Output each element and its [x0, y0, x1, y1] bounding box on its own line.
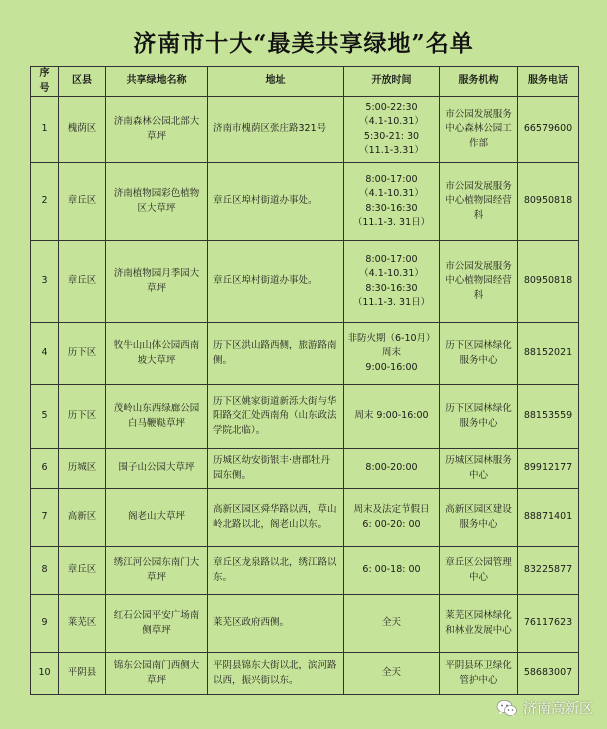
row-agency: 历下区园林绿化服务中心: [440, 323, 518, 385]
row-name: 绣江河公园东南门大草坪: [106, 547, 208, 595]
row-name: 济南植物园彩色植物区大草坪: [106, 163, 208, 241]
row-name: 济南植物园月季园大草坪: [106, 241, 208, 323]
row-name: 红石公园平安广场南侧草坪: [106, 595, 208, 653]
watermark-text: 济南高新区: [523, 701, 593, 717]
header-no: 序号: [31, 67, 59, 97]
row-agency: 莱芜区园林绿化和林业发展中心: [440, 595, 518, 653]
row-no: 9: [31, 595, 59, 653]
row-hours: 全天: [344, 595, 440, 653]
row-hours: 非防火期（6-10月）周末 9:00-16:00: [344, 323, 440, 385]
header-district: 区县: [59, 67, 106, 97]
row-address: 历下区洪山路西侧，旅游路南侧。: [208, 323, 344, 385]
header-hours: 开放时间: [344, 67, 440, 97]
table-row: [31, 595, 579, 653]
row-address: 章丘区埠村街道办事处。: [208, 241, 344, 323]
table-row: [31, 241, 579, 323]
row-no: 1: [31, 97, 59, 163]
row-district: 历城区: [59, 449, 106, 489]
watermark: [496, 697, 593, 719]
table-row: [31, 547, 579, 595]
table-row: [31, 163, 579, 241]
row-district: 平阴县: [59, 653, 106, 695]
row-phone: 66579600: [518, 97, 579, 163]
table-row: [31, 653, 579, 695]
row-address: 莱芜区政府西侧。: [208, 595, 344, 653]
wechat-icon: [496, 699, 518, 717]
row-hours: 全天: [344, 653, 440, 695]
row-no: 4: [31, 323, 59, 385]
row-address: 章丘区埠村街道办事处。: [208, 163, 344, 241]
row-no: 3: [31, 241, 59, 323]
row-name: 阁老山大草坪: [106, 489, 208, 547]
table-row: [31, 385, 579, 449]
row-no: 7: [31, 489, 59, 547]
row-agency: 历下区园林绿化服务中心: [440, 385, 518, 449]
row-hours: 周末 9:00-16:00: [344, 385, 440, 449]
row-hours: 8:00-17:00 （4.1-10.31） 8:30-16:30 （11.1-3. 31日）: [344, 241, 440, 323]
header-phone: 服务电话: [518, 67, 579, 97]
row-hours: 6: 00-18: 00: [344, 547, 440, 595]
row-hours: 8:00-20:00: [344, 449, 440, 489]
table-row: [31, 449, 579, 489]
header-agency: 服务机构: [440, 67, 518, 97]
row-district: 历下区: [59, 385, 106, 449]
row-address: 历城区幼安街银丰·唐郡牡丹园东侧。: [208, 449, 344, 489]
row-agency: 章丘区公园管理中心: [440, 547, 518, 595]
row-no: 8: [31, 547, 59, 595]
row-name: 锦东公园南门西侧大草坪: [106, 653, 208, 695]
row-no: 6: [31, 449, 59, 489]
table-header-row: [31, 67, 579, 97]
row-district: 章丘区: [59, 163, 106, 241]
row-phone: 58683007: [518, 653, 579, 695]
row-no: 5: [31, 385, 59, 449]
row-phone: 88152021: [518, 323, 579, 385]
row-district: 章丘区: [59, 547, 106, 595]
table-row: [31, 97, 579, 163]
row-agency: 市公园发展服务中心植物园经营科: [440, 241, 518, 323]
green-space-table: [30, 66, 579, 695]
row-agency: 历城区园林服务中心: [440, 449, 518, 489]
row-phone: 76117623: [518, 595, 579, 653]
row-district: 高新区: [59, 489, 106, 547]
row-name: 茂岭山东西绿廊公园白马鞭鞑草坪: [106, 385, 208, 449]
table-row: [31, 323, 579, 385]
row-district: 槐荫区: [59, 97, 106, 163]
row-district: 历下区: [59, 323, 106, 385]
row-agency: 市公园发展服务中心森林公园工作部: [440, 97, 518, 163]
row-phone: 89912177: [518, 449, 579, 489]
row-address: 历下区姚家街道新泺大街与华阳路交汇处西南角（山东政法学院北临）。: [208, 385, 344, 449]
row-name: 济南森林公园北部大草坪: [106, 97, 208, 163]
row-address: 济南市槐荫区张庄路321号: [208, 97, 344, 163]
row-agency: 市公园发展服务中心植物园经营科: [440, 163, 518, 241]
row-agency: 平阴县环卫绿化管护中心: [440, 653, 518, 695]
row-address: 平阴县锦东大街以北，滨河路以西，振兴街以东。: [208, 653, 344, 695]
row-no: 2: [31, 163, 59, 241]
row-agency: 高新区园区建设服务中心: [440, 489, 518, 547]
row-phone: 83225877: [518, 547, 579, 595]
header-address: 地址: [208, 67, 344, 97]
row-name: 牧牛山山体公园西南坡大草坪: [106, 323, 208, 385]
document-title: 济南市十大“最美共享绿地”名单: [133, 30, 474, 57]
row-district: 章丘区: [59, 241, 106, 323]
row-hours: 5:00-22:30 （4.1-10.31） 5:30-21: 30 （11.1-3.31）: [344, 97, 440, 163]
row-phone: 88871401: [518, 489, 579, 547]
row-hours: 8:00-17:00 （4.1-10.31） 8:30-16:30 （11.1-3. 31日）: [344, 163, 440, 241]
row-phone: 88153559: [518, 385, 579, 449]
row-district: 莱芜区: [59, 595, 106, 653]
row-phone: 80950818: [518, 241, 579, 323]
row-address: 章丘区龙泉路以北，绣江路以东。: [208, 547, 344, 595]
row-no: 10: [31, 653, 59, 695]
table-row: [31, 489, 579, 547]
row-name: 围子山公园大草坪: [106, 449, 208, 489]
row-address: 高新区园区舜华路以西，草山岭北路以北，阁老山以东。: [208, 489, 344, 547]
header-name: 共享绿地名称: [106, 67, 208, 97]
row-phone: 80950818: [518, 163, 579, 241]
row-hours: 周末及法定节假日 6: 00-20: 00: [344, 489, 440, 547]
